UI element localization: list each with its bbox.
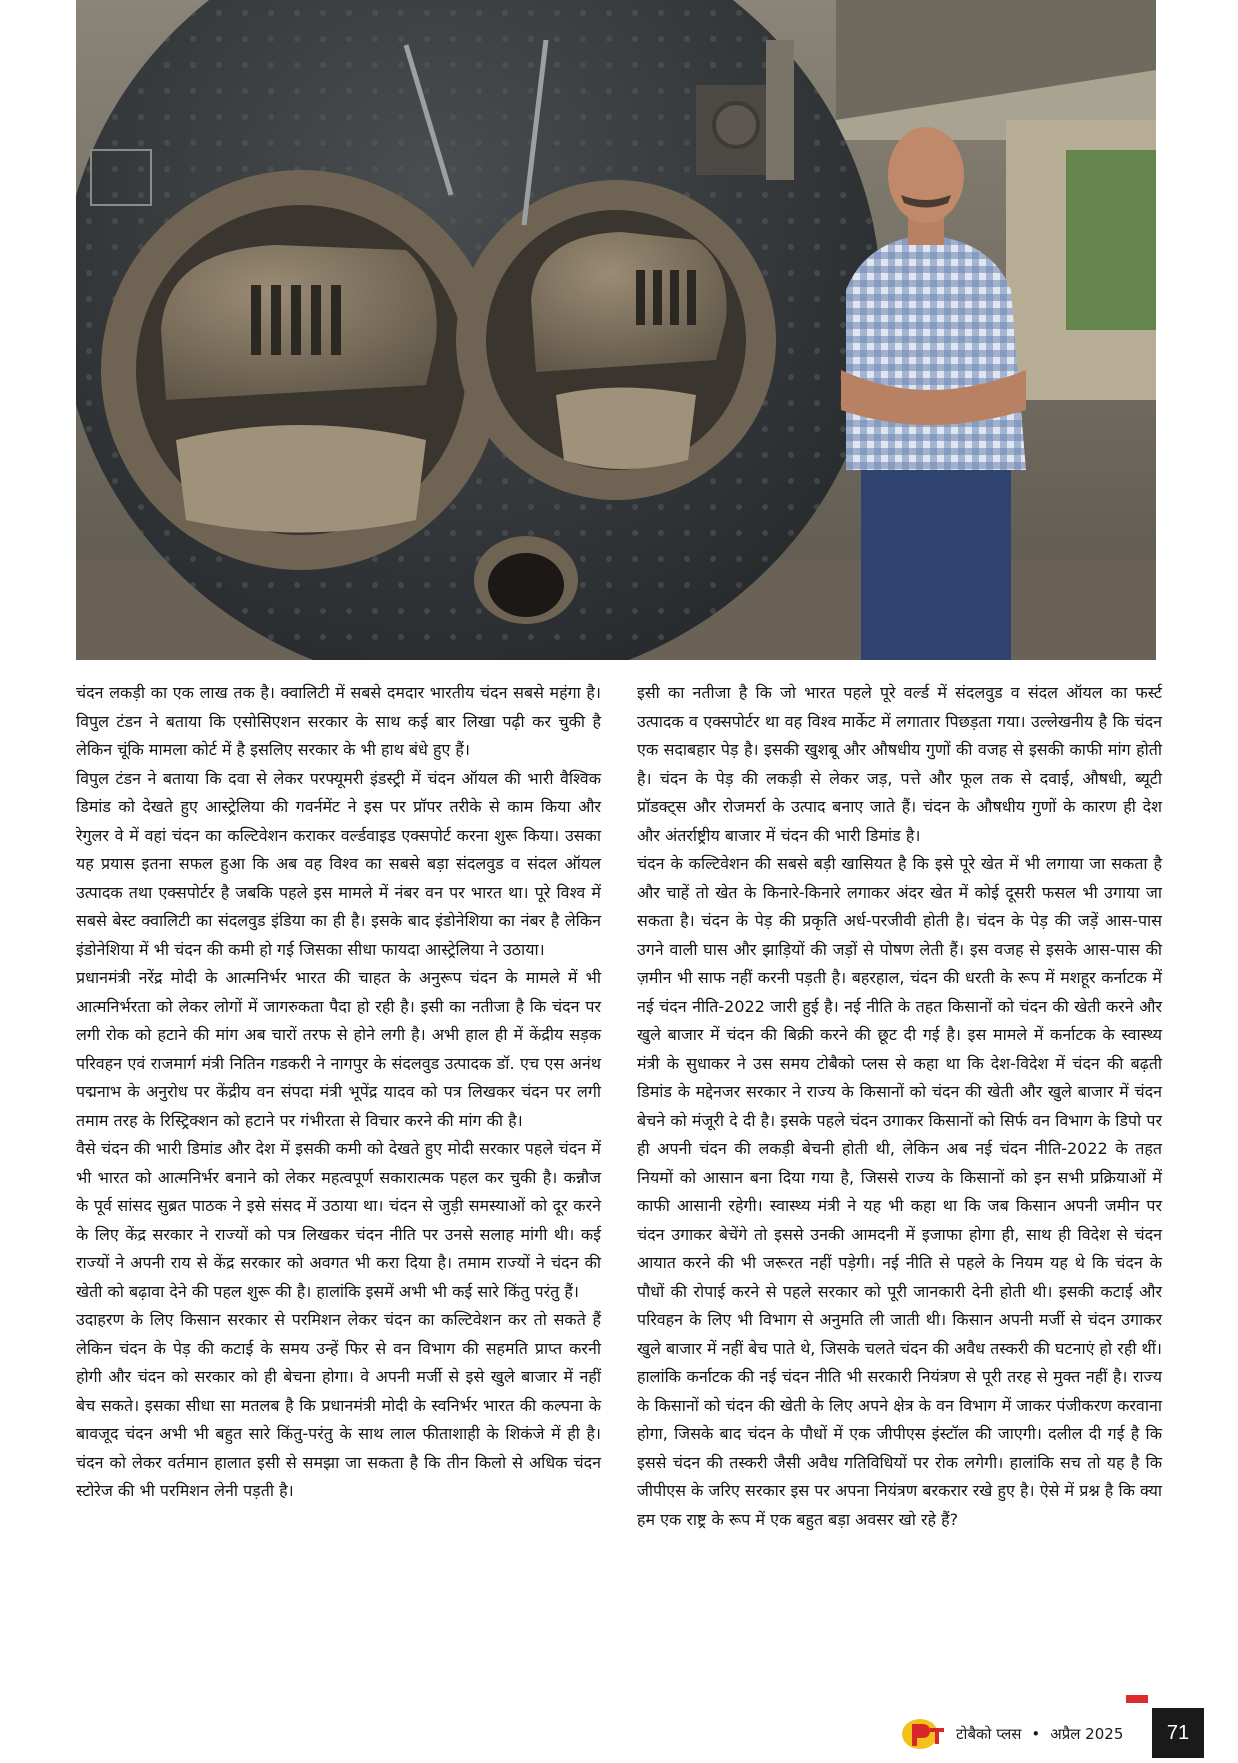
plants — [1066, 150, 1156, 330]
paragraph: प्रधानमंत्री नरेंद्र मोदी के आत्मनिर्भर भारत की चाहत के अनुरूप चंदन के मामले में भी आत्मनिर्भरता को लेकर लोगों में जागरुकता पैदा हो रही है। इसी का नतीजा है कि चंदन पर लगी रोक को हटाने की मांग अब चारों तरफ से होने लगी है। अभी हाल ही में केंद्रीय सड़क परिवहन एवं राजमार्ग मंत्री नितिन गडकरी ने नागपुर के संदलवुड उत्पादक डॉ. एच एस अनंथ पद्मनाभ के अनुरोध पर केंद्रीय वन संपदा मंत्री भूपेंद्र यादव को पत्र लिखकर चंदन पर लगी तमाम तरह के रिस्ट्रिक्शन को हटाने पर गंभीरता से विचार करने की मांग की है। — [76, 968, 601, 1130]
paragraph: चंदन के कल्टिवेशन की सबसे बड़ी खासियत है कि इसे पूरे खेत में भी लगाया जा सकता है और चाहें तो खेत के किनारे-किनारे लगाकर अंदर खेत में कोई दूसरी फसल भी उगाया जा सकता है। चंदन के पेड़ की प्रकृति अर्ध-परजीवी होती है। चंदन के पेड़ की जड़ें आस-पास उगने वाली घास और झाड़ियों की जड़ों से पोषण लेती हैं। इस वजह से इसके आस-पास की ज़मीन भी साफ नहीं करनी पड़ती है। बहरहाल, चंदन की धरती के रूप में मशहूर कर्नाटक में नई चंदन नीति-2022 जारी हुई है। नई नीति के तहत किसानों को चंदन की खेती करने और खुले बाजार में चंदन की बिक्री करने की छूट दी गई है। इस मामले में कर्नाटक के स्वास्थ्य मंत्री के सुधाकर ने उस समय टोबैको प्लस से कहा था कि देश-विदेश में चंदन की बढ़ती डिमांड के मद्देनजर सरकार ने राज्य के किसानों को चंदन की खेती और खुले बाजार में चंदन बेचने को मंजूरी दे दी है। इसके पहले चंदन उगाकर किसानों को सिर्फ वन विभाग के डिपो पर ही अपनी चंदन की लकड़ी बेचनी होती थी, लेकिन अब नई चंदन नीति-2022 के तहत नियमों को आसान बना दिया गया है, जिससे राज्य के किसानों को इन सभी प्रक्रियाओं में काफी आसानी रहेगी। स्वास्थ्य मंत्री ने यह भी कहा था कि जब किसान अपनी जमीन पर चंदन उगाकर बेचेंगे तो इससे उनकी आमदनी में इजाफा होगा ही, साथ ही विदेश से चंदन आयात करने की भी जरूरत नहीं पड़ेगी। नई नीति से पहले के नियम यह थे कि चंदन के पौधों की रोपाई करने से पहले सरकार को पूरी जानकारी देनी होती थी। इसकी कटाई और परिवहन के लिए भी विभाग से अनुमति ली जाती थी। किसान अपनी मर्जी से चंदन उगाकर खुले बाजार में नहीं बेच पाते थे, जिसके चलते चंदन की अवैध तस्करी की घटनाएं हो रही थीं। हालांकि कर्नाटक की नई चंदन नीति भी सरकारी नियंत्रण से पूरी तरह से मुक्त नहीं है। राज्य के किसानों को चंदन की खेती के लिए अपने क्षेत्र के वन विभाग में जाकर पंजीकरण करवाना होगा, जिसके बाद चंदन के पौधों में एक जीपीएस इंस्टॉल की जाएगी। दलील दी गई है कि इससे चंदन की तस्करी जैसी अवैध गतिविधियों पर रोक लगेगी। हालांकि सच तो यह है कि जीपीएस के जरिए सरकार इस पर अपना नियंत्रण बरकरार रखे हुए है। ऐसे में प्रश्न है कि क्या हम एक राष्ट्र के रूप में एक बहुत बड़ा अवसर खो रहे हैं? — [637, 854, 1162, 1529]
page-number: 71 — [1152, 1708, 1204, 1758]
boiler-photo — [76, 0, 1156, 660]
right-ash-pile — [556, 388, 696, 470]
paragraph: विपुल टंडन ने बताया कि दवा से लेकर परफ्यूमरी इंडस्ट्री में चंदन ऑयल की भारी वैश्विक डिमांड को देखते हुए आस्ट्रेलिया की गवर्नमेंट ने इस पर प्रॉपर तरीके से काम किया और रेगुलर वे में वहां चंदन का कल्टिवेशन कराकर वर्ल्डवाइड एक्सपोर्ट करना शुरू किया। उसका यह प्रयास इतना सफल हुआ कि अब वह विश्व का सबसे बड़ा संदलवुड व संदल ऑयल उत्पादक तथा एक्सपोर्टर है जबकि पहले इस मामले में नंबर वन पर भारत था। पूरे विश्व में सबसे बेस्ट क्वालिटी का संदलवुड इंडिया का ही है। इसके बाद इंडोनेशिया का नंबर है लेकिन इंडोनेशिया में भी चंदन की कमी हो गई जिसका सीधा फायदा आस्ट्रेलिया ने उठाया। — [76, 768, 601, 959]
footer-separator: • — [1031, 1725, 1041, 1743]
article-end-mark — [1126, 1695, 1148, 1703]
paragraph: वैसे चंदन की भारी डिमांड और देश में इसकी कमी को देखते हुए मोदी सरकार पहले चंदन में भी भारत को आत्मनिर्भर बनाने को लेकर महत्वपूर्ण सकारात्मक पहल कर चुकी है। कन्नौज के पूर्व सांसद सुब्रत पाठक ने इसे संसद में उठाया था। चंदन से जुड़ी समस्याओं को दूर करने के लिए केंद्र सरकार ने राज्यों को पत्र लिखकर चंदन नीति पर उनसे सलाह मांगी थी। कई राज्यों ने अपनी राय से केंद्र सरकार को अवगत भी करा दिया है। तमाम राज्यों ने चंदन की खेती को बढ़ावा देने की पहल शुरू की है। हालांकि इसमें अभी भी कई सारे किंतु परंतु हैं। — [76, 1139, 601, 1301]
tobacco-plus-logo-icon — [900, 1716, 946, 1752]
checked-shirt — [846, 235, 1026, 470]
page-footer — [900, 1716, 1123, 1752]
paragraph: उदाहरण के लिए किसान सरकार से परमिशन लेकर चंदन का कल्टिवेशन कर तो सकते हैं लेकिन चंदन के पेड़ की कटाई के समय उन्हें फिर से वन विभाग की सहमति प्राप्त करनी होगी और चंदन को सरकार को ही बेचना होगा। वे अपनी मर्जी से इसे खुले बाजार में नहीं बेच सकते। इसका सीधा सा मतलब है कि प्रधानमंत्री मोदी के स्वनिर्भर भारत की कल्पना के बावजूद चंदन अभी भी बहुत सारे किंतु-परंतु के साथ लाल फीताशाही के शिकंजे में ही है। चंदन को लेकर वर्तमान हालात इसी से समझा जा सकता है कि तीन किलो से अधिक चंदन स्टोरेज की भी परमिशन लेनी पड़ती है। — [76, 1310, 601, 1500]
left-ash-pile — [176, 425, 426, 533]
paragraph: चंदन लकड़ी का एक लाख तक है। क्वालिटी में सबसे दमदार भारतीय चंदन सबसे महंगा है। विपुल टंडन ने बताया कि एसोसिएशन सरकार के साथ कई बार लिखा पढ़ी कर चुकी है लेकिन चूंकि मामला कोर्ट में है इसलिए सरकार के भी हाथ बंधे हुए हैं। — [76, 683, 601, 759]
jeans — [861, 450, 1011, 660]
face — [888, 127, 964, 223]
boiler-photo-illustration — [76, 0, 1156, 660]
right-door — [531, 232, 727, 372]
footer-magazine-name: टोबैको प्लस — [956, 1725, 1022, 1743]
article-column-right — [637, 679, 1162, 1534]
paragraph: इसी का नतीजा है कि जो भारत पहले पूरे वर्ल्ड में संदलवुड व संदल ऑयल का फर्स्ट उत्पादक व एक्सपोर्टर था वह विश्व मार्केट में लगातार पिछड़ता गया। उल्लेखनीय है कि चंदन एक सदाबहार पेड़ है। इसकी खुशबू और औषधीय गुणों की वजह से इसकी काफी मांग होती है। चंदन के पेड़ की लकड़ी से लेकर जड़, पत्ते और फूल तक से दवाई, औषधी, ब्यूटी प्रॉडक्ट्स और रोजमर्रा के उत्पाद बनाए जाते हैं। चंदन के औषधीय गुणों के कारण ही देश और अंतर्राष्ट्रीय बाजार में चंदन की भारी डिमांड है। — [637, 683, 1162, 845]
article-column-left — [76, 679, 601, 1506]
footer-issue-date: अप्रैल 2025 — [1050, 1725, 1124, 1743]
